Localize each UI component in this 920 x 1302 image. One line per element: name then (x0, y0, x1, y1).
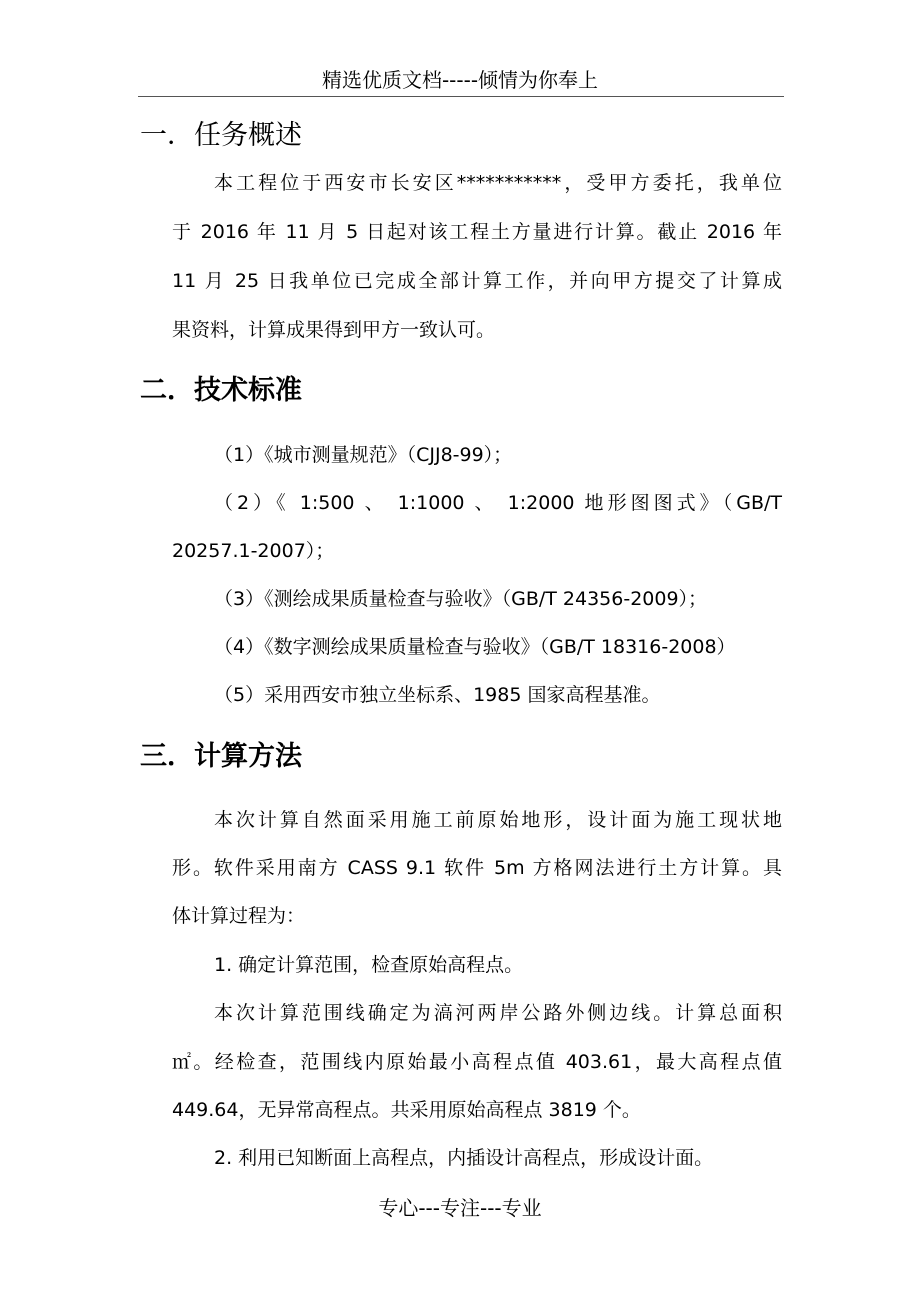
paragraph-line: 于 2016 年 11 月 5 日起对该工程土方量进行计算。截止 2016 年 (172, 221, 782, 243)
paragraph-line: 449.64，无异常高程点。共采用原始高程点 3819 个。 (172, 1099, 641, 1121)
standard-item: （5）采用西安市独立坐标系、1985 国家高程基准。 (214, 684, 661, 706)
paragraph-line: 本次计算自然面采用施工前原始地形，设计面为施工现状地 (214, 809, 782, 831)
step-heading: 1. 确定计算范围，检查原始高程点。 (214, 954, 524, 976)
paragraph-line: 体计算过程为： (172, 905, 306, 927)
standard-item: （1）《城市测量规范》（CJJ8-99）； (214, 444, 513, 466)
paragraph-line: 本工程位于西安市长安区***********，受甲方委托，我单位 (214, 172, 782, 194)
step-heading: 2. 利用已知断面上高程点，内插设计高程点，形成设计面。 (214, 1147, 714, 1169)
standard-item: （2）《 1:500 、 1:1000 、 1:2000 地形图图式》（GB/T (214, 492, 782, 514)
section-2-title: 二．技术标准 (140, 375, 302, 406)
page-footer: 专心---专注---专业 (378, 1196, 542, 1220)
paragraph-line: 本次计算范围线确定为滈河两岸公路外侧边线。计算总面积 (214, 1002, 782, 1024)
paragraph-line: 果资料，计算成果得到甲方一致认可。 (172, 319, 496, 341)
paragraph-line: ㎡。经检查，范围线内原始最小高程点值 403.61，最大高程点值 (172, 1051, 782, 1073)
standard-item: （4）《数字测绘成果质量检查与验收》（GB/T 18316-2008） (214, 636, 736, 658)
paragraph-line: 11 月 25 日我单位已完成全部计算工作，并向甲方提交了计算成 (172, 270, 782, 292)
header-rule (138, 96, 784, 97)
section-3-title: 三．计算方法 (140, 741, 302, 772)
standard-item: （3）《测绘成果质量检查与验收》（GB/T 24356-2009）； (214, 588, 708, 610)
page-header: 精选优质文档-----倾情为你奉上 (321, 68, 599, 92)
standard-item-continued: 20257.1-2007）； (172, 540, 335, 562)
section-1-title: 一．任务概述 (140, 120, 302, 151)
paragraph-line: 形。软件采用南方 CASS 9.1 软件 5m 方格网法进行土方计算。具 (172, 857, 782, 879)
